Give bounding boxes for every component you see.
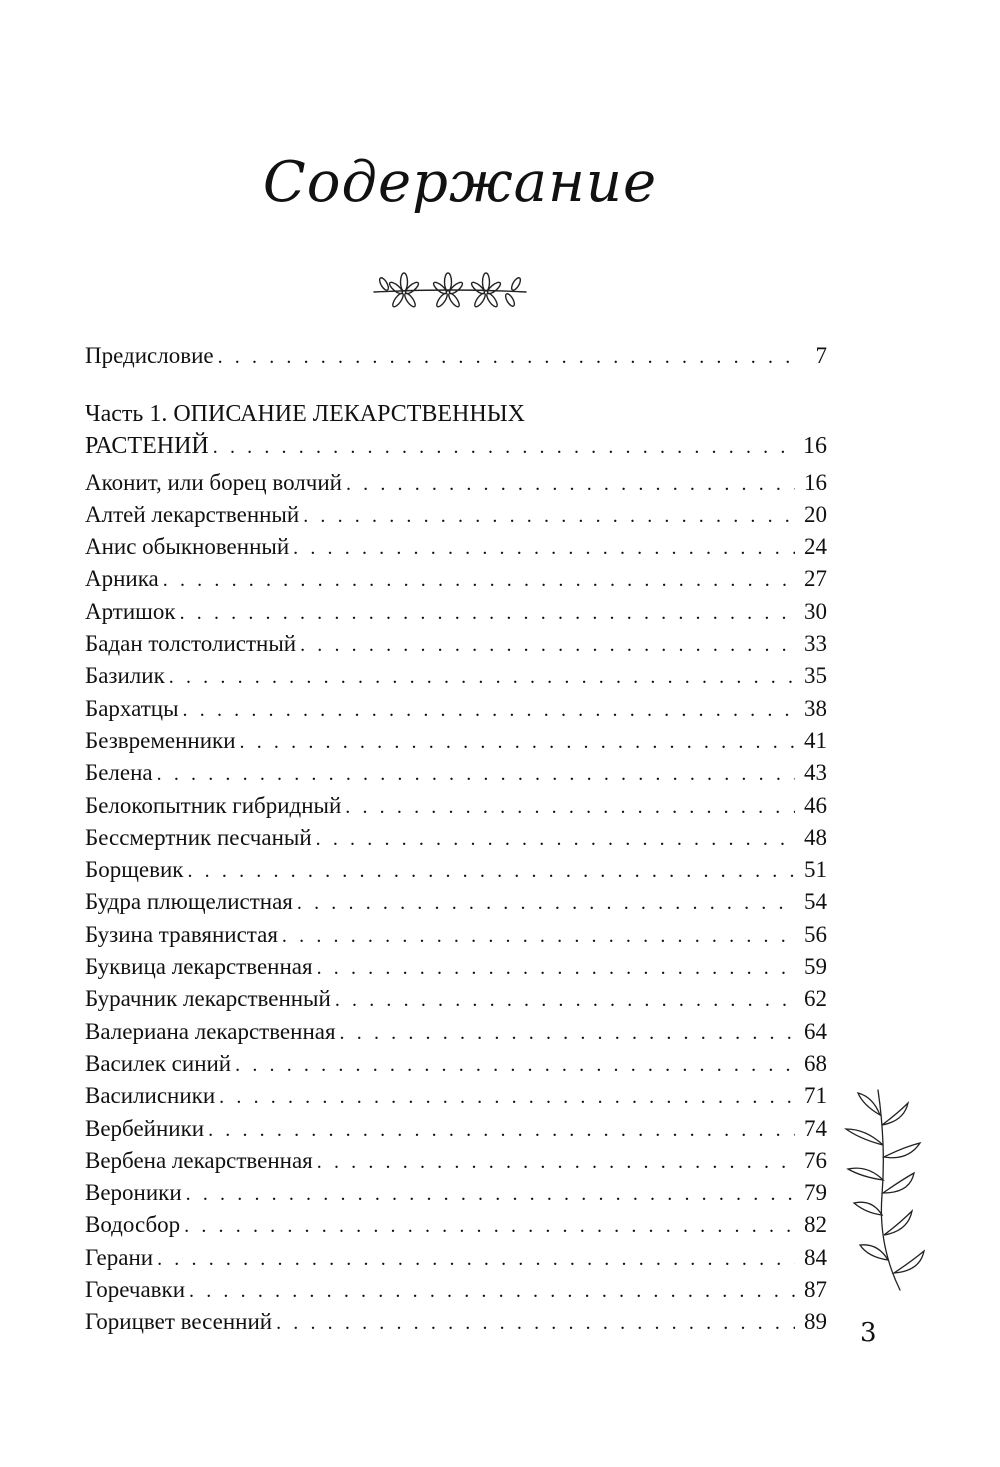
toc-entry-page: 35 (804, 663, 827, 689)
toc-entry[interactable] (85, 1016, 827, 1048)
dot-leader (169, 661, 795, 693)
toc-entry-page: 68 (804, 1050, 827, 1076)
toc-entry-part[interactable] (85, 430, 827, 462)
toc-entry[interactable] (85, 725, 827, 757)
dot-leader (340, 1017, 795, 1049)
toc-entry-label: Предисловие (85, 343, 214, 368)
toc-entry[interactable] (85, 790, 827, 822)
toc-entry[interactable] (85, 1306, 827, 1338)
toc-entry-page: 43 (804, 760, 827, 786)
dot-leader (276, 1307, 795, 1339)
toc-entry[interactable] (85, 1048, 827, 1080)
toc-entry-page: 38 (804, 695, 827, 721)
toc-entry-page: 62 (804, 986, 827, 1012)
part-heading[interactable]: Часть 1. ОПИСАНИЕ ЛЕКАРСТВЕННЫХ (85, 401, 525, 428)
dot-leader (218, 341, 795, 373)
toc-entry-page: 48 (804, 824, 827, 850)
toc-entry[interactable] (85, 757, 827, 789)
dot-leader (240, 726, 795, 758)
toc-entry-page: 24 (804, 534, 827, 560)
toc-entry-page: 76 (804, 1147, 827, 1173)
toc-entry[interactable] (85, 983, 827, 1015)
toc-entry-label: Водосбор (85, 1212, 181, 1238)
dot-leader (213, 431, 795, 463)
toc-entry[interactable] (85, 1242, 827, 1274)
toc-entry-label: Вербена лекарственная (85, 1147, 313, 1173)
page-number: 3 (860, 1318, 877, 1348)
toc-entry-label: Бадан толстолистный (85, 631, 297, 657)
toc-entry-label: Буквица лекарственная (85, 954, 313, 980)
toc-entry[interactable] (85, 660, 827, 692)
toc-entry[interactable] (85, 1080, 827, 1112)
table-of-contents (85, 340, 827, 1339)
dot-leader (186, 1178, 795, 1210)
toc-entry-page: 87 (804, 1277, 827, 1303)
toc-entry-label: Артишок (85, 598, 176, 624)
toc-entry[interactable] (85, 854, 827, 886)
dot-leader (187, 855, 795, 887)
toc-entry-label: Борщевик (85, 857, 184, 883)
dot-leader (317, 952, 795, 984)
toc-entry-page: 64 (804, 1018, 827, 1044)
page-title: Содержание (262, 150, 658, 215)
toc-entry-label: Вербейники (85, 1115, 205, 1141)
toc-entry-label: Герани (85, 1244, 154, 1270)
toc-entry-page: 20 (804, 501, 827, 527)
dot-leader (346, 468, 795, 500)
toc-entry-label: Анис обыкновенный (85, 534, 290, 560)
dot-leader (219, 1081, 795, 1113)
toc-entry[interactable] (85, 499, 827, 531)
toc-entry[interactable] (85, 1274, 827, 1306)
toc-entry-page: 16 (803, 433, 827, 460)
dot-leader (335, 984, 795, 1016)
toc-entry[interactable] (85, 596, 827, 628)
toc-entry[interactable] (85, 1177, 827, 1209)
dot-leader (208, 1114, 795, 1146)
toc-entry[interactable] (85, 886, 827, 918)
toc-entry[interactable] (85, 1145, 827, 1177)
toc-entry-label: Алтей лекарственный (85, 501, 300, 527)
toc-entry-page: 30 (804, 598, 827, 624)
toc-entry-page: 74 (804, 1115, 827, 1141)
toc-entry-label: Василек синий (85, 1050, 232, 1076)
dot-leader (300, 629, 795, 661)
toc-entry-page: 16 (804, 469, 827, 495)
dot-leader (297, 887, 795, 919)
toc-entry-label: Василисники (85, 1083, 216, 1109)
toc-entry-page: 54 (804, 889, 827, 915)
toc-entry[interactable] (85, 919, 827, 951)
toc-entry-page: 46 (804, 792, 827, 818)
toc-entry-label: РАСТЕНИЙ (85, 433, 209, 460)
toc-entry-label: Белокопытник гибридный (85, 792, 342, 818)
toc-entry-page: 89 (804, 1309, 827, 1335)
dot-leader (189, 1275, 795, 1307)
toc-entry-page: 51 (804, 857, 827, 883)
toc-entry-label: Горицвет весенний (85, 1309, 273, 1335)
toc-entry-page: 59 (804, 954, 827, 980)
toc-entry[interactable] (85, 467, 827, 499)
dot-leader (293, 532, 795, 564)
toc-entry[interactable] (85, 531, 827, 563)
toc-entry-label: Будра плющелистная (85, 889, 293, 915)
dot-leader (282, 920, 795, 952)
toc-entry[interactable] (85, 1113, 827, 1145)
toc-entry-page: 41 (804, 727, 827, 753)
toc-entry-label: Безвременники (85, 727, 236, 753)
toc-entry[interactable] (85, 1209, 827, 1241)
toc-entry-label: Бессмертник песчаный (85, 824, 312, 850)
toc-entry-preface[interactable] (85, 340, 827, 372)
dot-leader (184, 1210, 795, 1242)
dot-leader (183, 694, 795, 726)
toc-entry-page: 84 (804, 1244, 827, 1270)
toc-entry-page: 82 (804, 1212, 827, 1238)
toc-entry-page: 33 (804, 631, 827, 657)
toc-entry-label: Арника (85, 566, 159, 592)
toc-entry-label: Базилик (85, 663, 165, 689)
toc-entry-label: Бузина травянистая (85, 921, 278, 947)
toc-entry-list (85, 467, 827, 1339)
toc-entry-label: Бархатцы (85, 695, 179, 721)
dot-leader (157, 758, 795, 790)
toc-entry-page: 71 (804, 1083, 827, 1109)
dot-leader (157, 1243, 795, 1275)
toc-entry-label: Горечавки (85, 1277, 186, 1303)
toc-entry-page: 27 (804, 566, 827, 592)
leaf-sprig-icon (838, 1085, 938, 1295)
toc-entry-label: Аконит, или борец волчий (85, 469, 342, 495)
dot-leader (180, 597, 795, 629)
toc-entry[interactable] (85, 563, 827, 595)
toc-entry-page: 7 (815, 343, 827, 368)
toc-entry-label: Бурачник лекарственный (85, 986, 331, 1012)
toc-entry-page: 56 (804, 921, 827, 947)
toc-entry-label: Белена (85, 760, 153, 786)
dot-leader (303, 500, 795, 532)
dot-leader (163, 564, 795, 596)
toc-entry-label: Валериана лекарственная (85, 1018, 336, 1044)
toc-entry-page: 79 (804, 1180, 827, 1206)
toc-entry[interactable] (85, 693, 827, 725)
dot-leader (235, 1049, 795, 1081)
dot-leader (317, 1146, 795, 1178)
floral-divider-icon (370, 262, 530, 322)
dot-leader (316, 823, 795, 855)
toc-entry[interactable] (85, 951, 827, 983)
toc-entry[interactable] (85, 628, 827, 660)
toc-entry-label: Вероники (85, 1180, 182, 1206)
dot-leader (345, 791, 795, 823)
toc-entry[interactable] (85, 822, 827, 854)
